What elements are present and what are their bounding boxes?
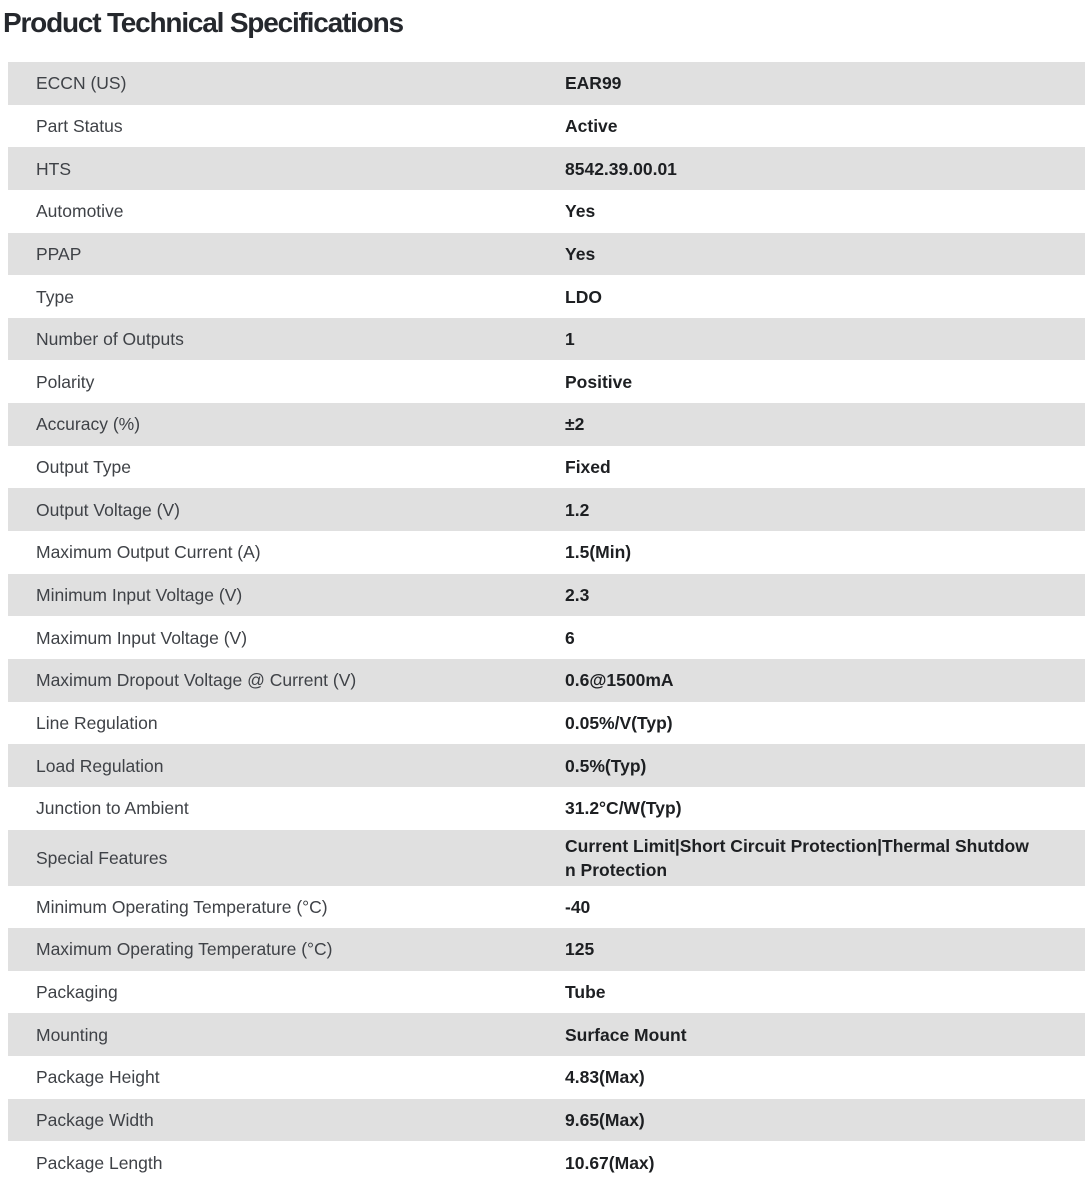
spec-value: EAR99 [565, 73, 622, 94]
spec-value: Fixed [565, 457, 611, 478]
spec-label: Junction to Ambient [36, 798, 189, 819]
spec-value: Positive [565, 371, 633, 392]
spec-row [8, 531, 1085, 574]
spec-value: 4.83(Max) [565, 1067, 645, 1088]
spec-row [8, 318, 1085, 361]
spec-row [8, 403, 1085, 446]
spec-value: 0.6@1500mA [565, 670, 674, 691]
spec-label: Minimum Input Voltage (V) [36, 585, 243, 605]
spec-value: 8542.39.00.01 [565, 158, 677, 179]
spec-value: 9.65(Max) [565, 1110, 645, 1131]
spec-row [8, 886, 1085, 929]
spec-label: Automotive [36, 201, 124, 222]
spec-row [8, 971, 1085, 1014]
spec-value: ±2 [565, 414, 585, 435]
spec-label: Load Regulation [36, 755, 164, 776]
spec-label: Part Status [36, 115, 123, 136]
spec-row [8, 233, 1085, 276]
spec-value: Yes [565, 201, 596, 222]
spec-row [8, 1141, 1085, 1184]
spec-value: -40 [565, 896, 591, 917]
spec-value: 0.5%(Typ) [565, 755, 647, 776]
spec-label: Output Type [36, 457, 132, 478]
spec-label: ECCN (US) [36, 73, 127, 94]
spec-row [8, 488, 1085, 531]
spec-value: 31.2°C/W(Typ) [565, 798, 682, 819]
spec-label: Packaging [36, 982, 118, 1003]
spec-value: Current Limit|Short Circuit Protection|Thermal Shutdown Protection [565, 835, 1029, 880]
spec-row [8, 928, 1085, 971]
spec-row [8, 1056, 1085, 1099]
spec-row [8, 830, 1085, 886]
spec-row [8, 659, 1085, 702]
spec-row [8, 446, 1085, 489]
spec-label: Number of Outputs [36, 329, 184, 350]
spec-value: Tube [565, 982, 606, 1003]
spec-label: Package Width [36, 1110, 154, 1131]
spec-label: Special Features [36, 847, 168, 868]
spec-row [8, 1099, 1085, 1142]
spec-table [8, 62, 1085, 1184]
spec-row [8, 62, 1085, 105]
spec-row [8, 1013, 1085, 1056]
spec-value: 6 [565, 627, 575, 648]
spec-row [8, 574, 1085, 617]
spec-value: LDO [565, 286, 602, 307]
spec-label: Accuracy (%) [36, 414, 141, 435]
spec-value: 1 [565, 329, 575, 350]
spec-value: 1.5(Min) [565, 542, 632, 563]
spec-value: 1.2 [565, 499, 590, 520]
spec-row [8, 702, 1085, 745]
spec-row [8, 744, 1085, 787]
spec-label: Maximum Input Voltage (V) [36, 627, 248, 648]
spec-label: Package Height [36, 1067, 160, 1088]
spec-label: Mounting [36, 1024, 108, 1045]
spec-row [8, 360, 1085, 403]
spec-value: 10.67(Max) [565, 1152, 655, 1173]
spec-value: 0.05%/V(Typ) [565, 712, 673, 733]
spec-value: Active [565, 115, 618, 136]
spec-row [8, 105, 1085, 148]
spec-row [8, 190, 1085, 233]
spec-row [8, 147, 1085, 190]
spec-label: Type [36, 286, 74, 307]
spec-row [8, 787, 1085, 830]
spec-value: 125 [565, 939, 595, 960]
spec-label: PPAP [36, 243, 82, 264]
spec-label: Line Regulation [36, 712, 158, 733]
spec-value: 2.3 [565, 585, 590, 605]
spec-row [8, 275, 1085, 318]
spec-row [8, 616, 1085, 659]
spec-label: Output Voltage (V) [36, 499, 180, 520]
spec-value: Yes [565, 243, 596, 264]
spec-label: Minimum Operating Temperature (°C) [36, 896, 328, 917]
spec-label: Package Length [36, 1152, 163, 1173]
spec-label: Polarity [36, 371, 95, 392]
spec-label: Maximum Dropout Voltage @ Current (V) [36, 670, 357, 691]
spec-value: Surface Mount [565, 1024, 687, 1045]
spec-label: Maximum Output Current (A) [36, 542, 261, 563]
spec-label: HTS [36, 158, 71, 179]
page-title: Product Technical Specifications [3, 7, 403, 38]
spec-label: Maximum Operating Temperature (°C) [36, 939, 333, 960]
